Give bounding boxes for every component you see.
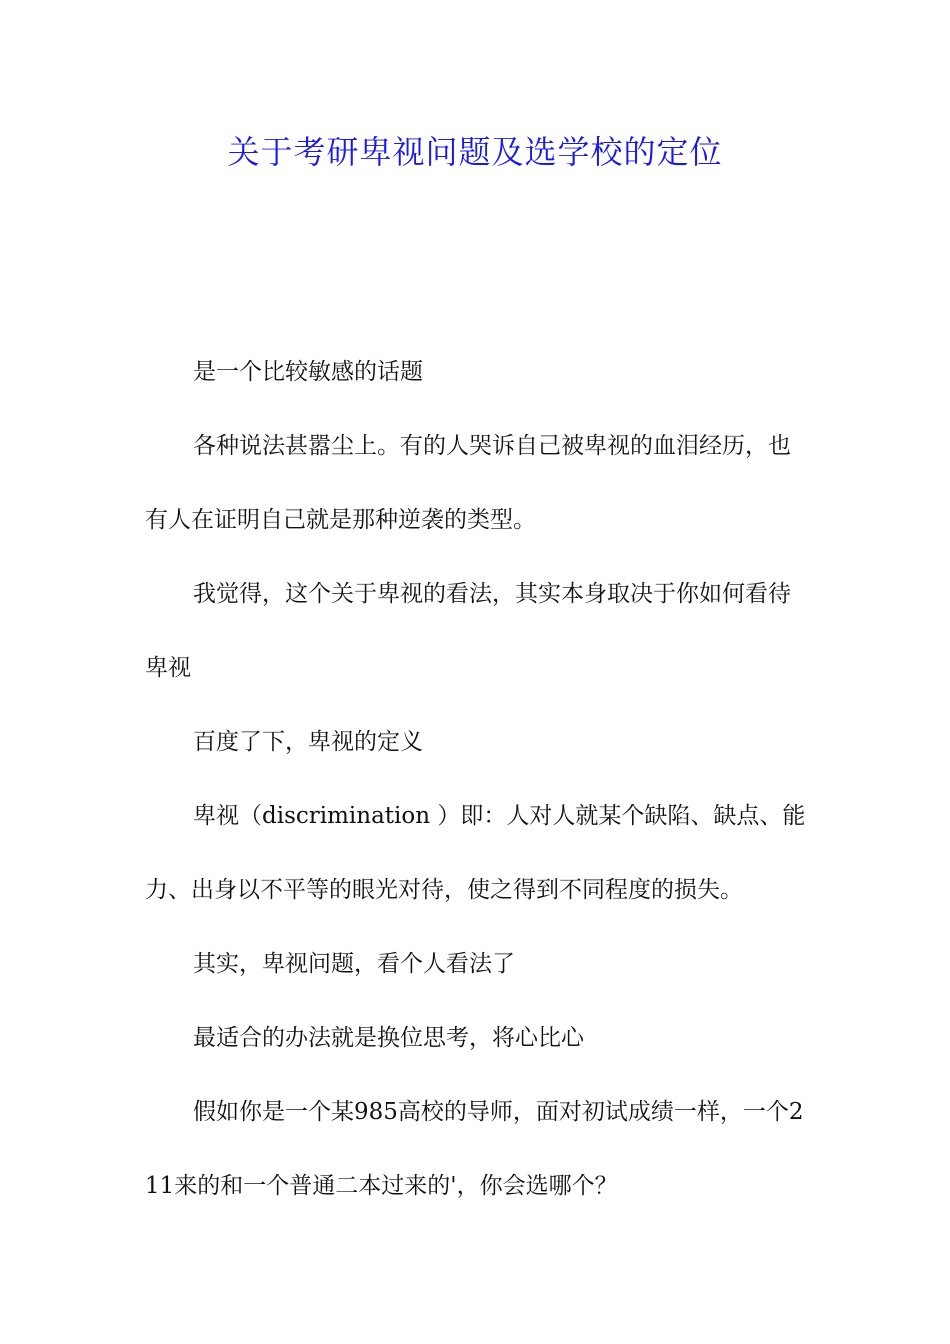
document-title: 关于考研卑视问题及选学校的定位 (227, 133, 723, 171)
paragraph: 其实，卑视问题，看个人看法了 (193, 951, 515, 977)
paragraph: 最适合的办法就是换位思考，将心比心 (193, 1025, 584, 1051)
paragraph: 是一个比较敏感的话题 (193, 359, 423, 385)
paragraph: 卑视（discrimination ）即：人对人就某个缺陷、缺点、能力、出身以不平等的眼光对待，使之得到不同程度的损失。 (145, 803, 806, 903)
paragraph: 各种说法甚嚣尘上。有的人哭诉自己被卑视的血泪经历，也有人在证明自己就是那种逆袭的类型。 (145, 433, 791, 533)
paragraph: 百度了下，卑视的定义 (193, 729, 423, 755)
document-body (145, 335, 810, 1223)
paragraph: 假如你是一个某985高校的导师，面对初试成绩一样，一个211来的和一个普通二本过来的'，你会选哪个？ (145, 1099, 804, 1199)
paragraph: 我觉得，这个关于卑视的看法，其实本身取决于你如何看待卑视 (145, 581, 791, 681)
